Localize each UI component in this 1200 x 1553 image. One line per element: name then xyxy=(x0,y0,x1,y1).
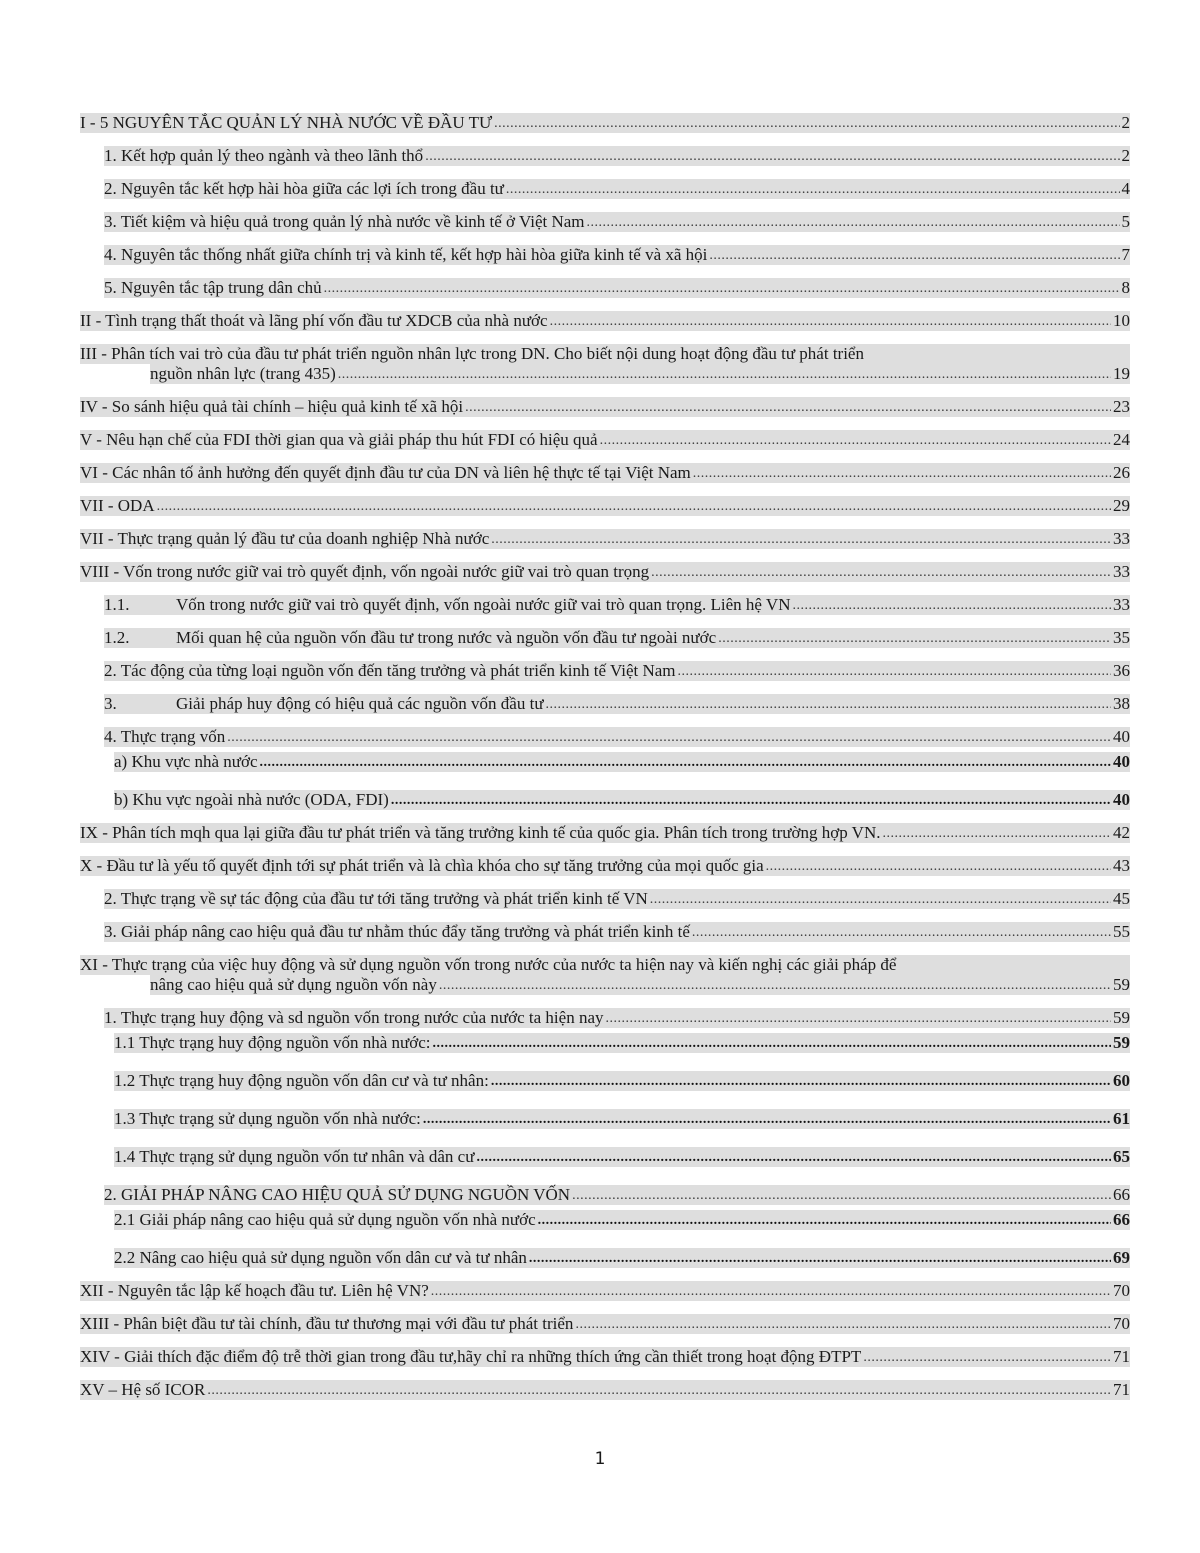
toc-entry-number: 1.2. xyxy=(104,628,130,647)
toc-leader xyxy=(491,531,1111,549)
toc-entry[interactable] xyxy=(80,1071,1130,1091)
toc-entry[interactable] xyxy=(80,245,1130,265)
toc-entry[interactable] xyxy=(80,562,1130,582)
toc-leader xyxy=(494,115,1119,133)
toc-entry-page: 4 xyxy=(1121,179,1130,198)
toc-entry-page: 59 xyxy=(1113,1033,1130,1052)
toc-entry-page: 71 xyxy=(1113,1347,1130,1366)
toc-entry-title: Mối quan hệ của nguồn vốn đầu tư trong nước và nguồn vốn đầu tư ngoài nước xyxy=(176,628,717,647)
toc-entry[interactable] xyxy=(80,1008,1130,1028)
toc-entry-page: 2 xyxy=(1121,113,1130,132)
toc-entry-title: 2. Tác động của từng loại nguồn vốn đến tăng trưởng và phát triển kinh tế Việt Nam xyxy=(104,661,676,680)
toc-entry-title: VI - Các nhân tố ảnh hưởng đến quyết định đầu tư của DN và liên hệ thực tế tại Việt Nam xyxy=(80,463,691,482)
page-number: 1 xyxy=(594,1449,606,1469)
toc-entry-title: XIV - Giải thích đặc điểm độ trễ thời gian trong đầu tư,hãy chỉ ra những thích ứng cần thiết trong hoạt động ĐTPT xyxy=(80,1347,862,1366)
toc-entry-title: II - Tình trạng thất thoát và lãng phí vốn đầu tư XDCB của nhà nước xyxy=(80,311,548,330)
toc-leader xyxy=(425,148,1119,166)
toc-entry-title: VIII - Vốn trong nước giữ vai trò quyết định, vốn ngoài nước giữ vai trò quan trọng xyxy=(80,562,650,581)
toc-entry-title: 2. Thực trạng về sự tác động của đầu tư tới tăng trưởng và phát triển kinh tế VN xyxy=(104,889,648,908)
toc-entry-title-continued: nâng cao hiệu quả sử dụng nguồn vốn này xyxy=(150,975,437,994)
toc-leader xyxy=(157,498,1111,516)
toc-entry[interactable] xyxy=(80,628,1130,648)
toc-entry[interactable] xyxy=(80,752,1130,772)
toc-entry-page: 66 xyxy=(1113,1185,1130,1204)
toc-entry[interactable] xyxy=(80,1109,1130,1129)
toc-entry-page: 26 xyxy=(1113,463,1130,482)
toc-leader xyxy=(766,858,1111,876)
toc-entry[interactable] xyxy=(80,1281,1130,1301)
toc-leader xyxy=(433,1035,1111,1053)
toc-leader xyxy=(538,1212,1111,1230)
toc-entry[interactable] xyxy=(80,344,1130,384)
toc-entry-page: 35 xyxy=(1113,628,1130,647)
toc-entry-title: a) Khu vực nhà nước xyxy=(114,752,258,771)
toc-entry[interactable] xyxy=(80,1347,1130,1367)
toc-entry-page: 24 xyxy=(1113,430,1130,449)
toc-entry-title: V - Nêu hạn chế của FDI thời gian qua và giải pháp thu hút FDI có hiệu quả xyxy=(80,430,598,449)
toc-leader xyxy=(465,399,1111,417)
toc-entry-title: XV – Hệ số ICOR xyxy=(80,1380,206,1399)
toc-entry-title: 2. Nguyên tắc kết hợp hài hòa giữa các lợi ích trong đầu tư xyxy=(104,179,504,198)
toc-entry-page: 43 xyxy=(1113,856,1130,875)
toc-leader xyxy=(506,181,1120,199)
toc-leader xyxy=(605,1010,1111,1028)
toc-entry[interactable] xyxy=(80,727,1130,747)
toc-entry-title: XII - Nguyên tắc lập kế hoạch đầu tư. Liên hệ VN? xyxy=(80,1281,429,1300)
toc-entry-page: 33 xyxy=(1113,595,1130,614)
toc-entry[interactable] xyxy=(80,889,1130,909)
toc-leader xyxy=(476,1149,1111,1167)
toc-leader xyxy=(792,597,1111,615)
toc-entry[interactable] xyxy=(80,311,1130,331)
toc-leader xyxy=(572,1187,1111,1205)
toc-entry[interactable] xyxy=(80,694,1130,714)
toc-entry[interactable] xyxy=(80,1147,1130,1167)
toc-entry-page: 5 xyxy=(1121,212,1130,231)
toc-entry-title: 1. Thực trạng huy động và sd nguồn vốn trong nước của nước ta hiện nay xyxy=(104,1008,604,1027)
toc-entry[interactable] xyxy=(80,113,1130,133)
toc-entry-title: b) Khu vực ngoài nhà nước (ODA, FDI) xyxy=(114,790,389,809)
toc-entry-title: Giải pháp huy động có hiệu quả các nguồn vốn đầu tư xyxy=(176,694,544,713)
toc-leader xyxy=(587,214,1120,232)
toc-entry-page: 19 xyxy=(1113,364,1130,383)
toc-entry[interactable] xyxy=(80,463,1130,483)
toc-leader xyxy=(650,891,1111,909)
toc-entry-page: 60 xyxy=(1113,1071,1130,1090)
toc-entry[interactable] xyxy=(80,1314,1130,1334)
toc-leader xyxy=(600,432,1111,450)
toc-entry[interactable] xyxy=(80,595,1130,615)
toc-entry[interactable] xyxy=(80,1185,1130,1205)
toc-entry-title: 2. GIẢI PHÁP NÂNG CAO HIỆU QUẢ SỬ DỤNG NGUỒN VỐN xyxy=(104,1185,571,1204)
toc-entry[interactable] xyxy=(80,955,1130,995)
toc-entry-page: 2 xyxy=(1121,146,1130,165)
toc-leader xyxy=(863,1349,1111,1367)
toc-entry-title: 2.1 Giải pháp nâng cao hiệu quả sử dụng nguồn vốn nhà nước xyxy=(114,1210,536,1229)
toc-entry-title: 2.2 Nâng cao hiệu quả sử dụng nguồn vốn dân cư và tư nhân xyxy=(114,1248,527,1267)
toc-entry[interactable] xyxy=(80,922,1130,942)
toc-leader xyxy=(227,729,1111,747)
toc-entry-page: 7 xyxy=(1121,245,1130,264)
toc-entry-title: XI - Thực trạng của việc huy động và sử dụng nguồn vốn trong nước của nước ta hiện nay và kiến nghị các giải pháp để xyxy=(80,955,1130,975)
toc-entry-title-continued: nguồn nhân lực (trang 435) xyxy=(150,364,336,383)
toc-entry-page: 59 xyxy=(1113,975,1130,994)
toc-leader xyxy=(709,247,1119,265)
toc-leader xyxy=(439,977,1111,995)
toc-entry-title: VII - Thực trạng quản lý đầu tư của doanh nghiệp Nhà nước xyxy=(80,529,490,548)
toc-entry[interactable] xyxy=(80,856,1130,876)
toc-entry-title: 3. Tiết kiệm và hiệu quả trong quản lý nhà nước về kinh tế ở Việt Nam xyxy=(104,212,585,231)
toc-entry-page: 10 xyxy=(1113,311,1130,330)
toc-leader xyxy=(338,366,1111,384)
toc-entry-page: 29 xyxy=(1113,496,1130,515)
toc-entry-page: 8 xyxy=(1121,278,1130,297)
toc-entry[interactable] xyxy=(80,790,1130,810)
toc-entry[interactable] xyxy=(80,529,1130,549)
toc-leader xyxy=(546,696,1111,714)
toc-entry[interactable] xyxy=(80,212,1130,232)
toc-entry-title: I - 5 NGUYÊN TẮC QUẢN LÝ NHÀ NƯỚC VỀ ĐẦU TƯ xyxy=(80,113,493,132)
toc-leader xyxy=(260,754,1111,772)
toc-entry-page: 36 xyxy=(1113,661,1130,680)
toc-entry-page: 40 xyxy=(1113,752,1130,771)
toc-entry-page: 38 xyxy=(1113,694,1130,713)
toc-leader xyxy=(491,1073,1111,1091)
toc-entry-page: 40 xyxy=(1113,727,1130,746)
toc-leader xyxy=(678,663,1111,681)
toc-entry-page: 33 xyxy=(1113,562,1130,581)
toc-leader xyxy=(693,465,1111,483)
toc-entry-title: 4. Nguyên tắc thống nhất giữa chính trị và kinh tế, kết hợp hài hòa giữa kinh tế và xã hội xyxy=(104,245,708,264)
toc-leader xyxy=(529,1250,1111,1268)
toc-entry-page: 71 xyxy=(1113,1380,1130,1399)
toc-entry-title: VII - ODA xyxy=(80,496,155,515)
toc-entry-page: 33 xyxy=(1113,529,1130,548)
toc-entry-title: 1.2 Thực trạng huy động nguồn vốn dân cư và tư nhân: xyxy=(114,1071,489,1090)
toc-entry-page: 23 xyxy=(1113,397,1130,416)
toc-entry-page: 66 xyxy=(1113,1210,1130,1229)
toc-entry-title: X - Đầu tư là yếu tố quyết định tới sự phát triển và là chìa khóa cho sự tăng trưởng của mọi quốc gia xyxy=(80,856,764,875)
toc-entry-number: 1.1. xyxy=(104,595,130,614)
toc-leader xyxy=(575,1316,1111,1334)
toc-leader xyxy=(651,564,1111,582)
toc-entry-title: XIII - Phân biệt đầu tư tài chính, đầu tư thương mại với đầu tư phát triển xyxy=(80,1314,574,1333)
toc-entry-page: 70 xyxy=(1113,1281,1130,1300)
toc-entry[interactable] xyxy=(80,496,1130,516)
toc-entry-title: IV - So sánh hiệu quả tài chính – hiệu quả kinh tế xã hội xyxy=(80,397,464,416)
toc-entry[interactable] xyxy=(80,397,1130,417)
toc-entry-page: 65 xyxy=(1113,1147,1130,1166)
toc-entry[interactable] xyxy=(80,661,1130,681)
toc-entry[interactable] xyxy=(80,1380,1130,1400)
toc-leader xyxy=(207,1382,1111,1400)
toc-entry-number: 3. xyxy=(104,694,117,713)
toc-entry-title: 5. Nguyên tắc tập trung dân chủ xyxy=(104,278,322,297)
toc-entry[interactable] xyxy=(80,823,1130,843)
toc-entry-title: 1. Kết hợp quản lý theo ngành và theo lãnh thổ xyxy=(104,146,424,165)
toc-leader xyxy=(550,313,1111,331)
toc-entry-page: 40 xyxy=(1113,790,1130,809)
toc-entry[interactable] xyxy=(80,1033,1130,1053)
toc-entry-page: 42 xyxy=(1113,823,1130,842)
toc-leader xyxy=(883,825,1112,843)
toc-entry[interactable] xyxy=(80,146,1130,166)
toc-entry-page: 69 xyxy=(1113,1248,1130,1267)
toc-entry-page: 59 xyxy=(1113,1008,1130,1027)
table-of-contents xyxy=(80,113,1130,1413)
toc-entry-title: Vốn trong nước giữ vai trò quyết định, vốn ngoài nước giữ vai trò quan trọng. Liên hệ VN xyxy=(176,595,791,614)
toc-entry[interactable] xyxy=(80,430,1130,450)
toc-entry-title: IX - Phân tích mqh qua lại giữa đầu tư phát triển và tăng trưởng kinh tế của quốc gia. Phân tích trong trường hợp VN. xyxy=(80,823,881,842)
toc-entry-title: 1.3 Thực trạng sử dụng nguồn vốn nhà nước: xyxy=(114,1109,421,1128)
toc-entry[interactable] xyxy=(80,1210,1130,1230)
toc-leader xyxy=(718,630,1111,648)
toc-leader xyxy=(692,924,1111,942)
toc-entry[interactable] xyxy=(80,179,1130,199)
toc-leader xyxy=(423,1111,1111,1129)
toc-entry-page: 70 xyxy=(1113,1314,1130,1333)
toc-entry-title: 1.4 Thực trạng sử dụng nguồn vốn tư nhân và dân cư xyxy=(114,1147,475,1166)
toc-entry-page: 55 xyxy=(1113,922,1130,941)
toc-leader xyxy=(391,792,1111,810)
toc-leader xyxy=(431,1283,1111,1301)
toc-entry[interactable] xyxy=(80,278,1130,298)
toc-entry-title: III - Phân tích vai trò của đầu tư phát triển nguồn nhân lực trong DN. Cho biết nội dung hoạt động đầu tư phát triển xyxy=(80,344,1130,364)
toc-entry-title: 4. Thực trạng vốn xyxy=(104,727,226,746)
toc-entry-title: 3. Giải pháp nâng cao hiệu quả đầu tư nhằm thúc đẩy tăng trưởng và phát triển kinh tế xyxy=(104,922,690,941)
toc-entry-page: 61 xyxy=(1113,1109,1130,1128)
toc-leader xyxy=(324,280,1120,298)
toc-entry-title: 1.1 Thực trạng huy động nguồn vốn nhà nước: xyxy=(114,1033,431,1052)
toc-entry[interactable] xyxy=(80,1248,1130,1268)
toc-entry-page: 45 xyxy=(1113,889,1130,908)
